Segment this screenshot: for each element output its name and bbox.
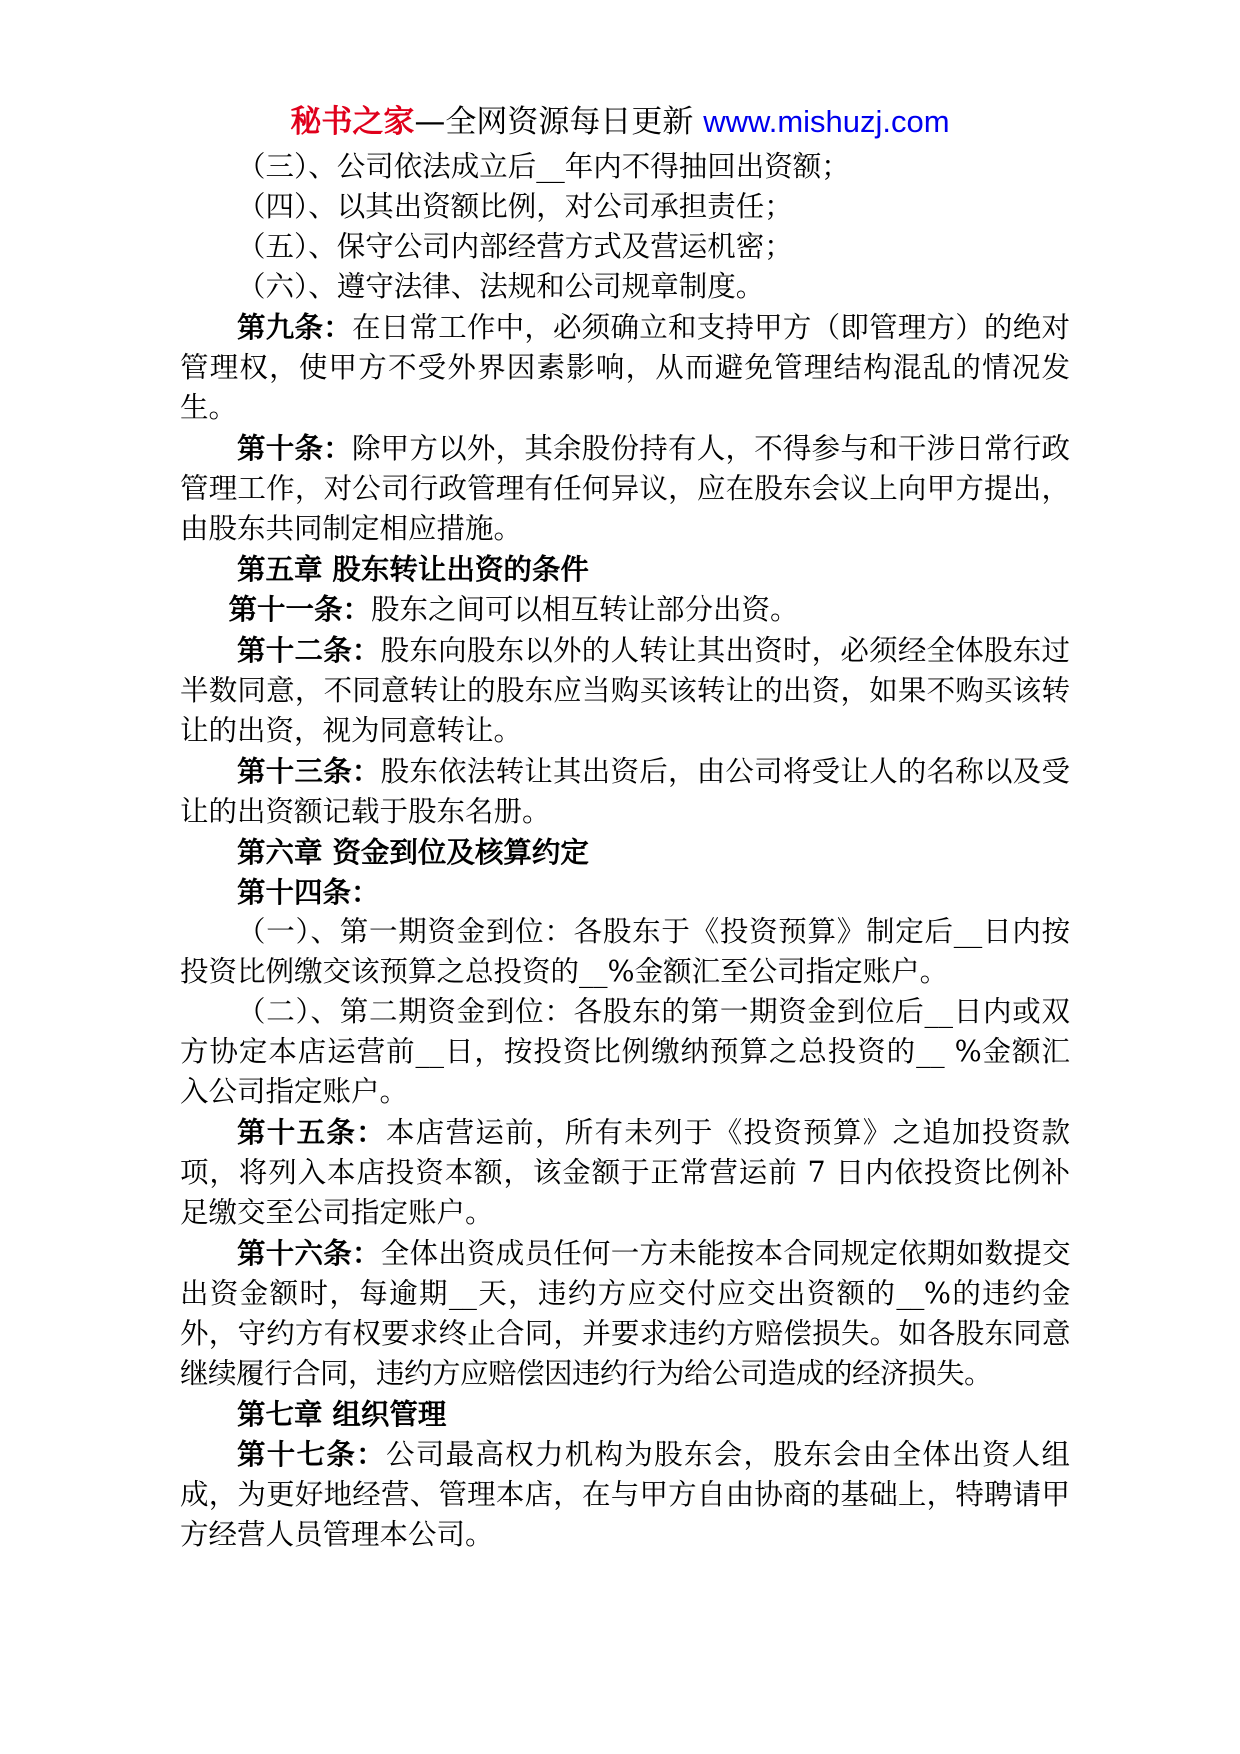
brand-name: 秘书之家 xyxy=(290,104,415,140)
blank-field: __ xyxy=(579,955,608,988)
article-14: 第十四条： xyxy=(237,875,380,909)
article-12: 第十二条：股东向股东以外的人转让其出资时，必须经全体股东过半数同意，不同意转让的股东应当购买该转让的出资，如果不购买该转让的出资，视为同意转让。 xyxy=(180,633,1070,747)
header-url-link[interactable]: www.mishuzj.com xyxy=(703,104,950,139)
blank-field: __ xyxy=(916,1035,945,1068)
article-15: 第十五条：本店营运前，所有未列于《投资预算》之追加投资款项，将列入本店投资本额，该金额于正常营运前 7 日内依投资比例补足缴交至公司指定账户。 xyxy=(180,1115,1070,1229)
article-16: 第十六条：全体出资成员任何一方未能按本合同规定依期如数提交出资金额时，每逾期__天，违约方应交付应交出资额的__%的违约金外，守约方有权要求终止合同，并要求违约方赔偿损失。如各股东同意继续履行合同，违约方应赔偿因违约行为给公司造成的经济损失。 xyxy=(180,1236,1070,1390)
article-13: 第十三条：股东依法转让其出资后，由公司将受让人的名称以及受让的出资额记载于股东名册。 xyxy=(180,754,1070,828)
article-11: 第十一条：股东之间可以相互转让部分出资。 xyxy=(228,592,799,626)
chapter-5-heading: 第五章 股东转让出资的条件 xyxy=(237,552,589,586)
blank-field: __ xyxy=(896,1277,924,1310)
blank-field: __ xyxy=(953,915,983,948)
watermark-header xyxy=(0,102,1240,142)
chapter-6-heading: 第六章 资金到位及核算约定 xyxy=(237,835,589,869)
document-body xyxy=(180,147,1070,1555)
list-item: （三）、公司依法成立后__年内不得抽回出资额； xyxy=(237,150,850,183)
header-tagline: —全网资源每日更新 xyxy=(414,104,694,140)
article-10: 第十条：除甲方以外，其余股份持有人，不得参与和干涉日常行政管理工作，对公司行政管理有任何异议，应在股东会议上向甲方提出，由股东共同制定相应措施。 xyxy=(180,431,1070,545)
blank-field: __ xyxy=(448,1277,477,1310)
chapter-7-heading: 第七章 组织管理 xyxy=(237,1397,447,1431)
blank-field: __ xyxy=(924,995,954,1028)
list-item: （四）、以其出资额比例，对公司承担责任； xyxy=(237,190,793,223)
article-17: 第十七条：公司最高权力机构为股东会，股东会由全体出资人组成，为更好地经营、管理本店，在与甲方自由协商的基础上，特聘请甲方经营人员管理本公司。 xyxy=(180,1437,1070,1551)
blank-field: __ xyxy=(415,1035,445,1068)
article-14-1: （一）、第一期资金到位：各股东于《投资预算》制定后__日内按投资比例缴交该预算之总投资的__%金额汇至公司指定账户。 xyxy=(180,915,1070,988)
article-14-2: （二）、第二期资金到位：各股东的第一期资金到位后__日内或双方协定本店运营前__日，按投资比例缴纳预算之总投资的__ %金额汇入公司指定账户。 xyxy=(180,995,1070,1108)
article-9: 第九条：在日常工作中，必须确立和支持甲方（即管理方）的绝对管理权，使甲方不受外界因素影响，从而避免管理结构混乱的情况发生。 xyxy=(180,310,1070,424)
list-item: （六）、遵守法律、法规和公司规章制度。 xyxy=(237,270,765,303)
list-item: （五）、保守公司内部经营方式及营运机密； xyxy=(237,230,793,263)
blank-field: __ xyxy=(536,150,565,183)
